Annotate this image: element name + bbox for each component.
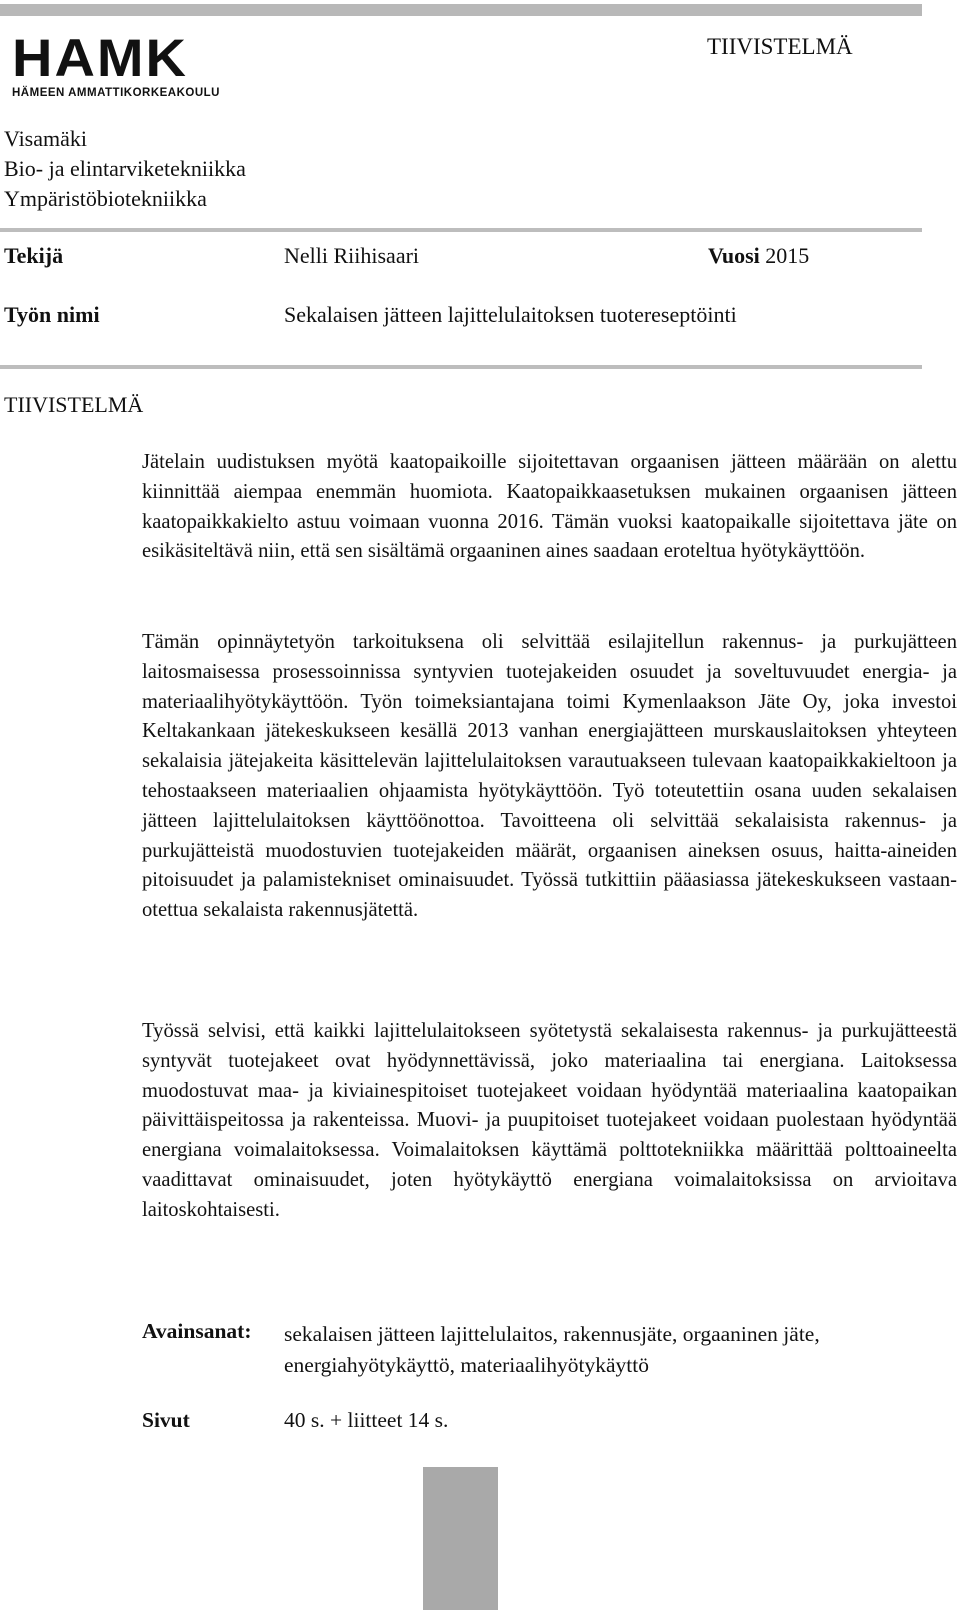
thesis-title: Sekalaisen jätteen lajittelulaitoksen tuotereseptöinti (284, 302, 737, 327)
abstract-heading: TIIVISTELMÄ (4, 392, 144, 417)
year-field (708, 243, 809, 269)
keywords-value: sekalaisen jätteen lajittelulaitos, rakennusjäte, orgaaninen jäte, energiahyötykäyttö, materiaalihyötykäyttö (284, 1322, 820, 1377)
abstract-paragraph-2: Tämän opinnäytetyön tarkoituksena oli selvittää esilajitellun rakennus- ja purkujätteen laitosmaisessa prosessoinnissa syntyvien tuotejakeiden osuudet ja soveltuvuudet energia- ja materiaalihyötykäyttöön. Työn toimeksiantajana toimi Kymenlaakson Jäte Oy, joka investoi Keltakankaan jätekeskukseen kesällä 2013 vanhan energiajätteen murskauslaitoksen yhteyteen sekalaisia jätejakeita käsittelevän lajittelulaitoksen varautuakseen tulevaan kaatopaikkakieltoon ja tehostaakseen materiaalien ohjaamista hyötykäyttöön. Työ toteutettiin osana uuden sekalaisen jätteen lajittelulaitoksen käyttöönottoa. Tavoitteena oli selvittää sekalaisista rakennus- ja purkujätteistä muodostuvien tuotejakeiden määrät, orgaanisen aineksen osuus, haitta-aineiden pitoisuudet ja palamistekniset ominaisuudet. Työssä tutkittiin pääasiassa jätekeskukseen vastaanotettua sekalaista rakennusjätettä. (142, 631, 957, 922)
header-rule (0, 4, 922, 16)
hamk-logo (12, 27, 220, 99)
pages-label: Sivut (142, 1408, 190, 1432)
title-label: Työn nimi (4, 302, 100, 327)
divider-top (0, 228, 922, 232)
abstract-paragraph-1: Jätelain uudistuksen myötä kaatopaikoille sijoitettavan orgaanisen jätteen määrään on alettu kiinnittää aiempaa enemmän huomiota. Kaatopaikkaasetuksen mukainen orgaanisen jätteen kaatopaikkakielto astuu voimaan vuonna 2016. Tämän vuoksi kaatopaikalle sijoitettava jäte on esikäsiteltävä niin, että sen sisältämä orgaaninen aines saadaan eroteltua hyötykäyttöön. (142, 451, 957, 563)
author-label: Tekijä (4, 243, 64, 268)
year-value: 2015 (765, 243, 810, 268)
abstract-paragraph-3: Työssä selvisi, että kaikki lajittelulaitokseen syötetystä sekalaisesta rakennus- ja purkujätteestä syntyvät tuotejakeet ovat hyödynnettävissä, joko materiaalina tai energiana. Laitoksessa muodostuvat maa- ja kiviainespitoiset tuotejakeet voidaan hyödyntää materiaalina kaatopaikan päivittäispeitossa ja rakenteissa. Muovi- ja puupitoiset tuotejakeet voidaan puolestaan hyödyntää energiana voimalaitoksessa. Voimalaitoksen käyttämä polttotekniikka määrittää polttoaineelta vaadittavat ominaisuudet, joten hyötykäyttö energiana voimalaitoksissa on arvioitava laitoskohtaisesti. (142, 1020, 957, 1221)
page-footer-block (423, 1467, 498, 1610)
author-name: Nelli Riihisaari (284, 243, 420, 268)
keywords-label: Avainsanat: (142, 1319, 252, 1343)
document-type: TIIVISTELMÄ (707, 34, 853, 59)
department-block (4, 124, 246, 214)
year-label: Vuosi (708, 243, 760, 268)
campus: Visamäki (4, 126, 87, 151)
specialisation: Ympäristöbiotekniikka (4, 186, 207, 211)
divider-bottom (0, 365, 922, 369)
logo-wordmark: HAMK (12, 27, 188, 88)
logo-subtitle: HÄMEEN AMMATTIKORKEAKOULU (12, 87, 220, 99)
pages-value: 40 s. + liitteet 14 s. (284, 1408, 449, 1432)
degree-programme: Bio- ja elintarviketekniikka (4, 156, 246, 181)
